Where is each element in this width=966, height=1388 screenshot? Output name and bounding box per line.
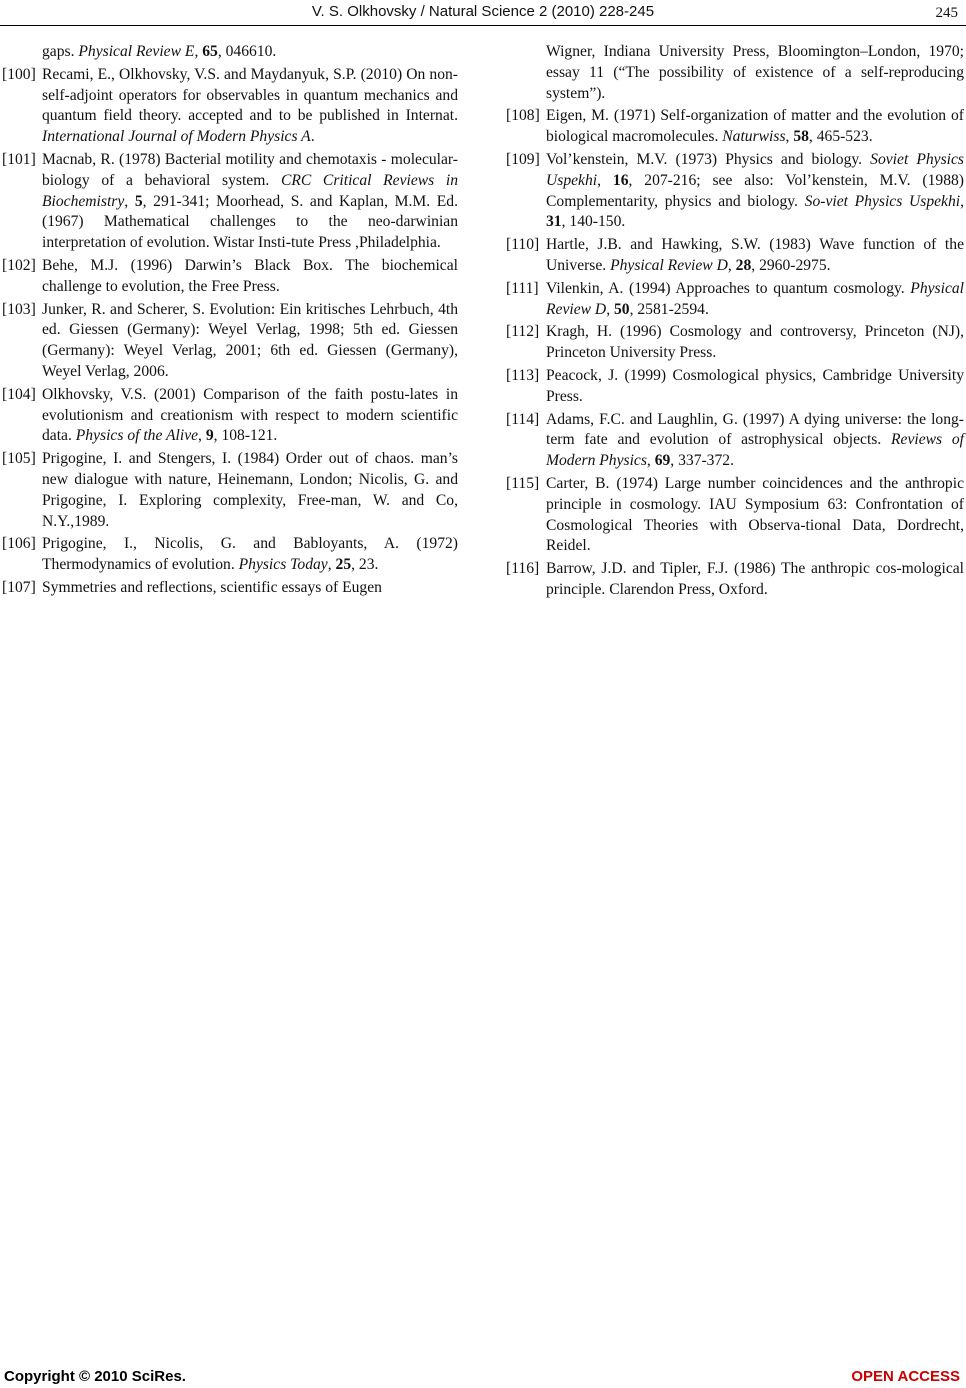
reference-segment: Vilenkin, A. (1994) Approaches to quantum cosmology. <box>546 279 911 297</box>
reference-number: [106] <box>2 535 36 553</box>
header-rule <box>0 25 966 26</box>
right-continuation <box>506 42 964 104</box>
reference-text <box>546 106 964 148</box>
reference-segment: 28 <box>735 256 752 274</box>
reference-segment: Physics of the Alive <box>75 427 199 445</box>
reference-text <box>42 534 458 576</box>
reference-entry <box>2 65 458 148</box>
reference-number: [103] <box>2 300 36 318</box>
reference-segment: Kragh, H. (1996) Cosmology and controversy, Princeton (NJ), Princeton University Press. <box>546 323 964 362</box>
reference-segment: , 291-341; Moorhead, S. and Kaplan, M.M. Ed. (1967) Mathematical challenges to the neo-darwinian interpretation of evolution. Wistar Insti-tute Press ,Philadelphia. <box>42 192 458 252</box>
reference-entry <box>506 322 964 364</box>
reference-text <box>546 279 964 321</box>
reference-number: [112] <box>506 323 540 341</box>
left-continuation <box>2 42 458 63</box>
reference-entry <box>506 559 964 601</box>
reference-segment: Vol’kenstein, M.V. (1973) Physics and biology. <box>546 150 871 168</box>
reference-text <box>546 235 964 277</box>
reference-number: [114] <box>506 410 540 428</box>
reference-number: [109] <box>506 150 540 168</box>
reference-number: [113] <box>506 366 540 384</box>
reference-segment: , <box>198 427 206 445</box>
reference-segment: Physical Review D <box>610 256 728 274</box>
reference-segment: Behe, M.J. (1996) Darwin’s Black Box. The biochemical challenge to evolution, the Free Press. <box>42 256 458 295</box>
reference-entry <box>2 578 458 599</box>
reference-segment: Prigogine, I. and Stengers, I. (1984) Order out of chaos. man’s new dialogue with nature, Heinemann, London; Nicolis, G. and Prigogine, I. Exploring complexity, Free-man, W. and Co, N.Y.,1989. <box>42 450 458 530</box>
reference-text <box>546 410 964 472</box>
reference-segment: , 2960-2975. <box>751 256 831 274</box>
reference-segment: 58 <box>793 128 809 146</box>
running-title: V. S. Olkhovsky / Natural Science 2 (2010) 228-245 <box>311 3 655 20</box>
reference-number: [115] <box>506 474 540 492</box>
reference-segment: Junker, R. and Scherer, S. Evolution: Ein kritisches Lehrbuch, 4th ed. Giessen (Germany): Weyel Verlag, 1998; 5th ed. Giessen (Germany): Weyel Verlag, 2001; 6th ed. Giessen (Germany), Weyel Verlag, 2006. <box>42 300 458 380</box>
reference-segment: , 207-216; see also: Vol’kenstein, M.V. (1988) Complementarity, physics and biology. <box>546 171 964 210</box>
reference-segment: , <box>597 171 613 189</box>
reference-text <box>42 65 458 148</box>
open-access-label: OPEN ACCESS <box>851 1368 960 1385</box>
reference-entry <box>2 449 458 532</box>
reference-segment: So-viet Physics Uspekhi <box>804 192 961 210</box>
reference-segment: , <box>785 128 794 146</box>
reference-segment: Physical Review D <box>546 279 964 318</box>
reference-entry <box>506 410 964 472</box>
reference-segment: Physics Today <box>238 556 328 574</box>
reference-segment: 69 <box>654 452 671 470</box>
page-number: 245 <box>935 5 958 21</box>
reference-number: [108] <box>506 107 540 125</box>
reference-segment: , <box>727 256 736 274</box>
reference-text <box>546 366 964 408</box>
reference-entry <box>506 150 964 233</box>
reference-segment: Physical Review E <box>78 43 195 60</box>
reference-segment: Olkhovsky, V.S. (2001) Comparison of the faith postu-lates in evolutionism and creationism with respect to modern scientific data. <box>42 385 458 445</box>
right-column <box>506 42 964 603</box>
reference-number: [110] <box>506 236 540 254</box>
copyright-notice: Copyright © 2010 SciRes. <box>4 1368 186 1385</box>
reference-entry <box>2 385 458 447</box>
reference-segment: 9 <box>205 427 214 445</box>
reference-text <box>546 322 964 364</box>
reference-number: [107] <box>2 578 36 596</box>
right-reference-list <box>506 106 964 600</box>
reference-text <box>546 559 964 601</box>
reference-segment: Reviews of Modern Physics <box>546 431 964 470</box>
reference-segment: International Journal of Modern Physics A <box>42 128 311 146</box>
page-header <box>0 2 966 24</box>
reference-text <box>546 474 964 557</box>
reference-text <box>42 385 458 447</box>
reference-number: [100] <box>2 65 36 83</box>
reference-number: [101] <box>2 150 36 168</box>
reference-segment: 25 <box>335 556 352 574</box>
reference-segment: , 108-121. <box>213 427 278 445</box>
reference-text <box>42 300 458 383</box>
reference-segment: , <box>646 452 655 470</box>
left-reference-list <box>2 65 458 599</box>
reference-text <box>546 150 964 233</box>
reference-segment: , <box>124 192 135 210</box>
reference-segment: . <box>310 128 315 146</box>
reference-segment: 65 <box>202 43 218 60</box>
reference-number: [111] <box>506 279 539 297</box>
reference-segment: , 140-150. <box>561 213 626 231</box>
reference-segment: Peacock, J. (1999) Cosmological physics, Cambridge University Press. <box>546 366 964 405</box>
reference-segment: Macnab, R. (1978) Bacterial motility and chemotaxis - molecular-biology of a behavioral system. <box>42 150 458 189</box>
reference-segment: 50 <box>613 300 630 318</box>
reference-text <box>42 150 458 254</box>
reference-entry <box>2 300 458 383</box>
reference-segment: gaps. <box>42 43 79 60</box>
reference-segment: 16 <box>612 171 629 189</box>
reference-segment: , <box>194 43 203 60</box>
reference-segment: , <box>606 300 614 318</box>
reference-segment: Eigen, M. (1971) Self-organization of matter and the evolution of biological macromolecules. <box>546 107 964 146</box>
reference-segment: Recami, E., Olkhovsky, V.S. and Maydanyuk, S.P. (2010) On non-self-adjoint operators for observables in quantum mechanics and quantum field theory. accepted and to be published in Internat. <box>42 65 458 125</box>
reference-number: [102] <box>2 256 36 274</box>
reference-entry <box>506 106 964 148</box>
reference-entry <box>2 150 458 254</box>
reference-segment: 31 <box>546 213 562 231</box>
reference-text <box>42 449 458 532</box>
page-footer <box>0 1368 966 1388</box>
reference-entry <box>2 534 458 576</box>
reference-segment: , <box>327 556 336 574</box>
reference-entry <box>506 235 964 277</box>
reference-segment: , <box>960 192 964 210</box>
reference-entry <box>506 474 964 557</box>
reference-segment: , 337-372. <box>670 452 734 470</box>
reference-segment: Soviet Physics Uspekhi <box>546 150 964 189</box>
reference-entry <box>2 256 458 298</box>
left-column <box>2 42 458 601</box>
reference-segment: Hartle, J.B. and Hawking, S.W. (1983) Wave function of the Universe. <box>546 236 964 274</box>
reference-segment: CRC Critical Reviews in Biochemistry <box>42 171 459 210</box>
reference-number: [104] <box>2 385 36 403</box>
reference-text <box>42 256 458 298</box>
reference-segment: Wigner, Indiana University Press, Bloomington–London, 1970; essay 11 (“The possibility of existence of a self-reproducing system”). <box>546 43 964 102</box>
reference-segment: , 2581-2594. <box>629 300 709 318</box>
reference-segment: , 465-523. <box>808 128 873 146</box>
reference-segment: Barrow, J.D. and Tipler, F.J. (1986) The anthropic cos-mological principle. Clarendon Press, Oxford. <box>546 560 964 598</box>
reference-number: [105] <box>2 450 36 468</box>
reference-segment: Prigogine, I., Nicolis, G. and Babloyants, A. (1972) Thermodynamics of evolution. <box>42 535 458 574</box>
reference-segment: Carter, B. (1974) Large number coincidences and the anthropic principle in cosmology. IAU Symposium 63: Confrontation of Cosmological Theories with Observa-tional Data, Dordrecht, Reidel. <box>546 474 964 555</box>
reference-entry <box>506 279 964 321</box>
reference-text <box>42 578 458 599</box>
reference-segment: Symmetries and reflections, scientific essays of Eugen <box>42 578 382 596</box>
reference-number: [116] <box>506 560 540 578</box>
reference-segment: Naturwiss <box>722 128 786 146</box>
reference-entry <box>506 366 964 408</box>
reference-segment: Adams, F.C. and Laughlin, G. (1997) A dying universe: the long-term fate and evolution of astrophysical objects. <box>546 410 964 449</box>
reference-segment: 5 <box>134 192 143 210</box>
reference-segment: , 23. <box>351 556 379 574</box>
reference-segment: , 046610. <box>217 43 277 60</box>
